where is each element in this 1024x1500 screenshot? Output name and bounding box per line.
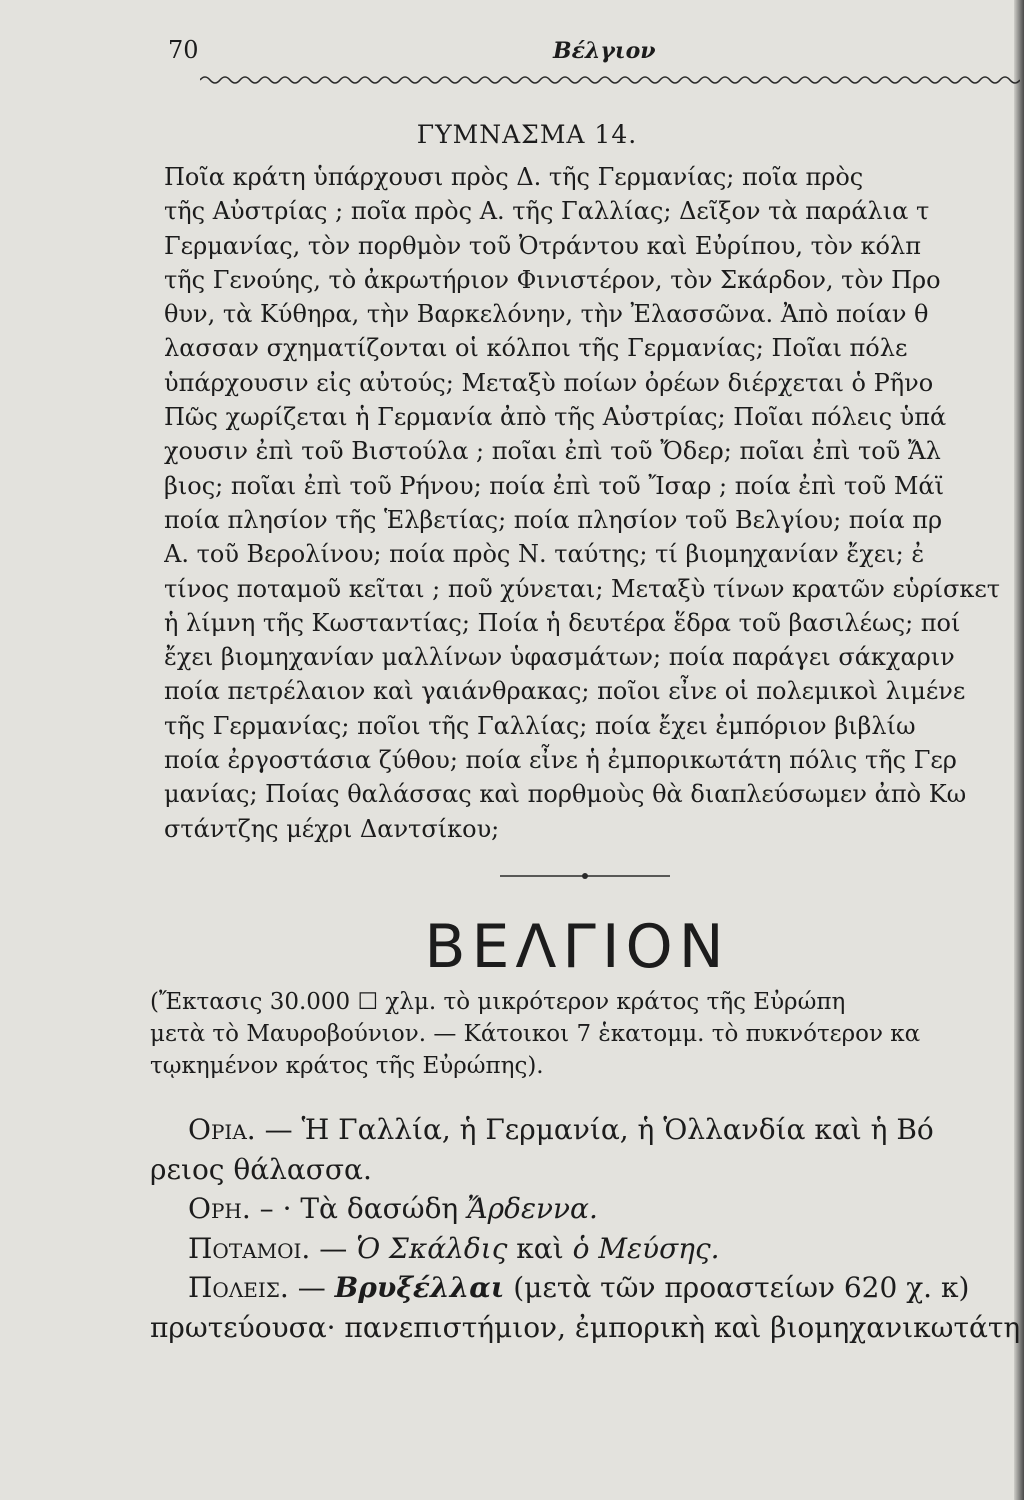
exercise-line: θυν, τὰ Κύθηρα, τὴν Βαρκελόνην, τὴν Ἐλασσῶνα. Ἀπὸ ποίαν θ	[164, 300, 929, 329]
exercise-line: Ποῖα κράτη ὑπάρχουσι πρὸς Δ. τῆς Γερμανίας; ποῖα πρὸς	[164, 163, 864, 191]
intro-line: τῳκημένον κράτος τῆς Εὐρώπης).	[150, 1053, 544, 1079]
exercise-line: ἔχει βιομηχανίαν μαλλίνων ὑφασμάτων; ποία παράγει σάκχαριν	[164, 643, 955, 672]
exercise-line: ἡ λίμνη τῆς Κωσταντίας; Ποία ἡ δευτέρα ἕδρα τοῦ βασιλέως; ποί	[164, 608, 961, 637]
exercise-line: τῆς Γενούης, τὸ ἀκρωτήριον Φινιστέρον, τὸν Σκάρδον, τὸν Προ	[164, 265, 941, 294]
exercise-line: χουσιν ἐπὶ τοῦ Βιστούλα ; ποῖαι ἐπὶ τοῦ Ὄδερ; ποῖαι ἐπὶ τοῦ Ἄλ	[164, 437, 941, 466]
chapter-intro	[150, 986, 1020, 1082]
exercise-line: μανίας; Ποίας θαλάσσας καὶ πορθμοὺς θὰ διαπλεύσωμεν ἀπὸ Κω	[164, 780, 967, 809]
mountains-label: Ορη.	[188, 1192, 251, 1225]
exercise-line: τίνος ποταμοῦ κεῖται ; ποῦ χύνεται; Μεταξὺ τίνων κρατῶν εὑρίσκετ	[164, 574, 1001, 603]
exercise-title: ΓΥΜΝΑΣΜΑ 14.	[416, 120, 638, 149]
exercise-line: στάντζης μέχρι Δαντσίκου;	[164, 814, 500, 843]
mountains-entry	[150, 1189, 1020, 1229]
exercise-line: λασσαν σχηματίζονται οἱ κόλποι τῆς Γερμανίας; Ποῖαι πόλε	[164, 334, 908, 363]
exercise-line: τῆς Γερμανίας; ποῖοι τῆς Γαλλίας; ποία ἔχει ἐμπόριον βιβλίω	[164, 711, 916, 740]
page-number: 70	[168, 36, 199, 64]
intro-line: (Ἔκτασις 30.000 ☐ χλμ. τὸ μικρότερον κράτος τῆς Εὐρώπη	[150, 989, 846, 1015]
cities-continuation: πρωτεύουσα· πανεπιστήμιον, ἐμπορικὴ καὶ βιομηχανικωτάτη	[150, 1310, 1020, 1344]
borders-label: Ορια.	[188, 1113, 256, 1146]
header-wavy-rule	[200, 70, 1020, 90]
exercise-line: ποία πλησίον τῆς Ἑλβετίας; ποία πλησίον τοῦ Βελγίου; ποία πρ	[164, 505, 943, 534]
river-name-1: Ὁ Σκάλδις	[356, 1231, 508, 1265]
exercise-line: ποία ἐργοστάσια ζύθου; ποία εἶνε ἡ ἐμπορικωτάτη πόλις τῆς Γερ	[164, 746, 957, 775]
cities-label: Πολεις.	[188, 1271, 289, 1304]
mountains-name: Ἄρδεννα.	[467, 1192, 598, 1225]
running-title: Βέλγιον	[553, 38, 656, 64]
exercise-line: Πῶς χωρίζεται ἡ Γερμανία ἀπὸ τῆς Αὐστρίας; Ποῖαι πόλεις ὑπά	[164, 403, 947, 432]
borders-continuation: ρειος θάλασσα.	[150, 1152, 372, 1186]
country-facts	[150, 1110, 1020, 1347]
capital-detail: (μετὰ τῶν προαστείων 620 χ. κ)	[513, 1271, 970, 1304]
borders-entry	[150, 1110, 1020, 1150]
exercise-line: ὑπάρχουσιν εἰς αὐτούς; Μεταξὺ ποίων ὀρέων διέρχεται ὁ Ρῆνο	[164, 368, 934, 397]
mountains-text: – · Τὰ δασώδη	[259, 1192, 459, 1225]
rivers-sep: —	[319, 1231, 348, 1265]
exercise-text	[164, 160, 1016, 846]
exercise-line: Γερμανίας, τὸν πορθμὸν τοῦ Ὀτράντου καὶ Εὐρίπου, τὸν κόλπ	[164, 231, 921, 260]
intro-line: μετὰ τὸ Μαυροβούνιον. — Κάτοικοι 7 ἑκατομμ. τὸ πυκνότερον κα	[150, 1021, 921, 1047]
river-name-2: ὁ Μεύσης.	[572, 1231, 720, 1265]
exercise-line: Α. τοῦ Βερολίνου; ποία πρὸς Ν. ταύτης; τί βιομηχανίαν ἔχει; ἐ	[164, 540, 925, 569]
exercise-line: τῆς Αὐστρίας ; ποῖα πρὸς Α. τῆς Γαλλίας; Δεῖξον τὰ παράλια τ	[164, 197, 930, 226]
exercise-line: βιος; ποῖαι ἐπὶ τοῦ Ρήνου; ποία ἐπὶ τοῦ Ἴσαρ ; ποία ἐπὶ τοῦ Μάϊ	[164, 471, 945, 500]
rivers-entry	[150, 1229, 1020, 1269]
cities-sep: —	[297, 1271, 326, 1304]
capital-name: Βρυξέλλαι	[334, 1271, 505, 1304]
chapter-title: ΒΕΛΓΙΟΝ	[424, 912, 730, 982]
borders-text: — Ἡ Γαλλία, ἡ Γερμανία, ἡ Ὁλλανδία καὶ ἡ Βό	[264, 1113, 934, 1146]
section-divider	[500, 870, 670, 882]
page-header	[168, 28, 1018, 68]
cities-entry	[150, 1268, 1020, 1308]
exercise-line: ποία πετρέλαιον καὶ γαιάνθρακας; ποῖοι εἶνε οἱ πολεμικοὶ λιμένε	[164, 677, 966, 706]
rivers-label: Ποταμοι.	[188, 1231, 311, 1265]
rivers-and: καὶ	[516, 1231, 564, 1265]
